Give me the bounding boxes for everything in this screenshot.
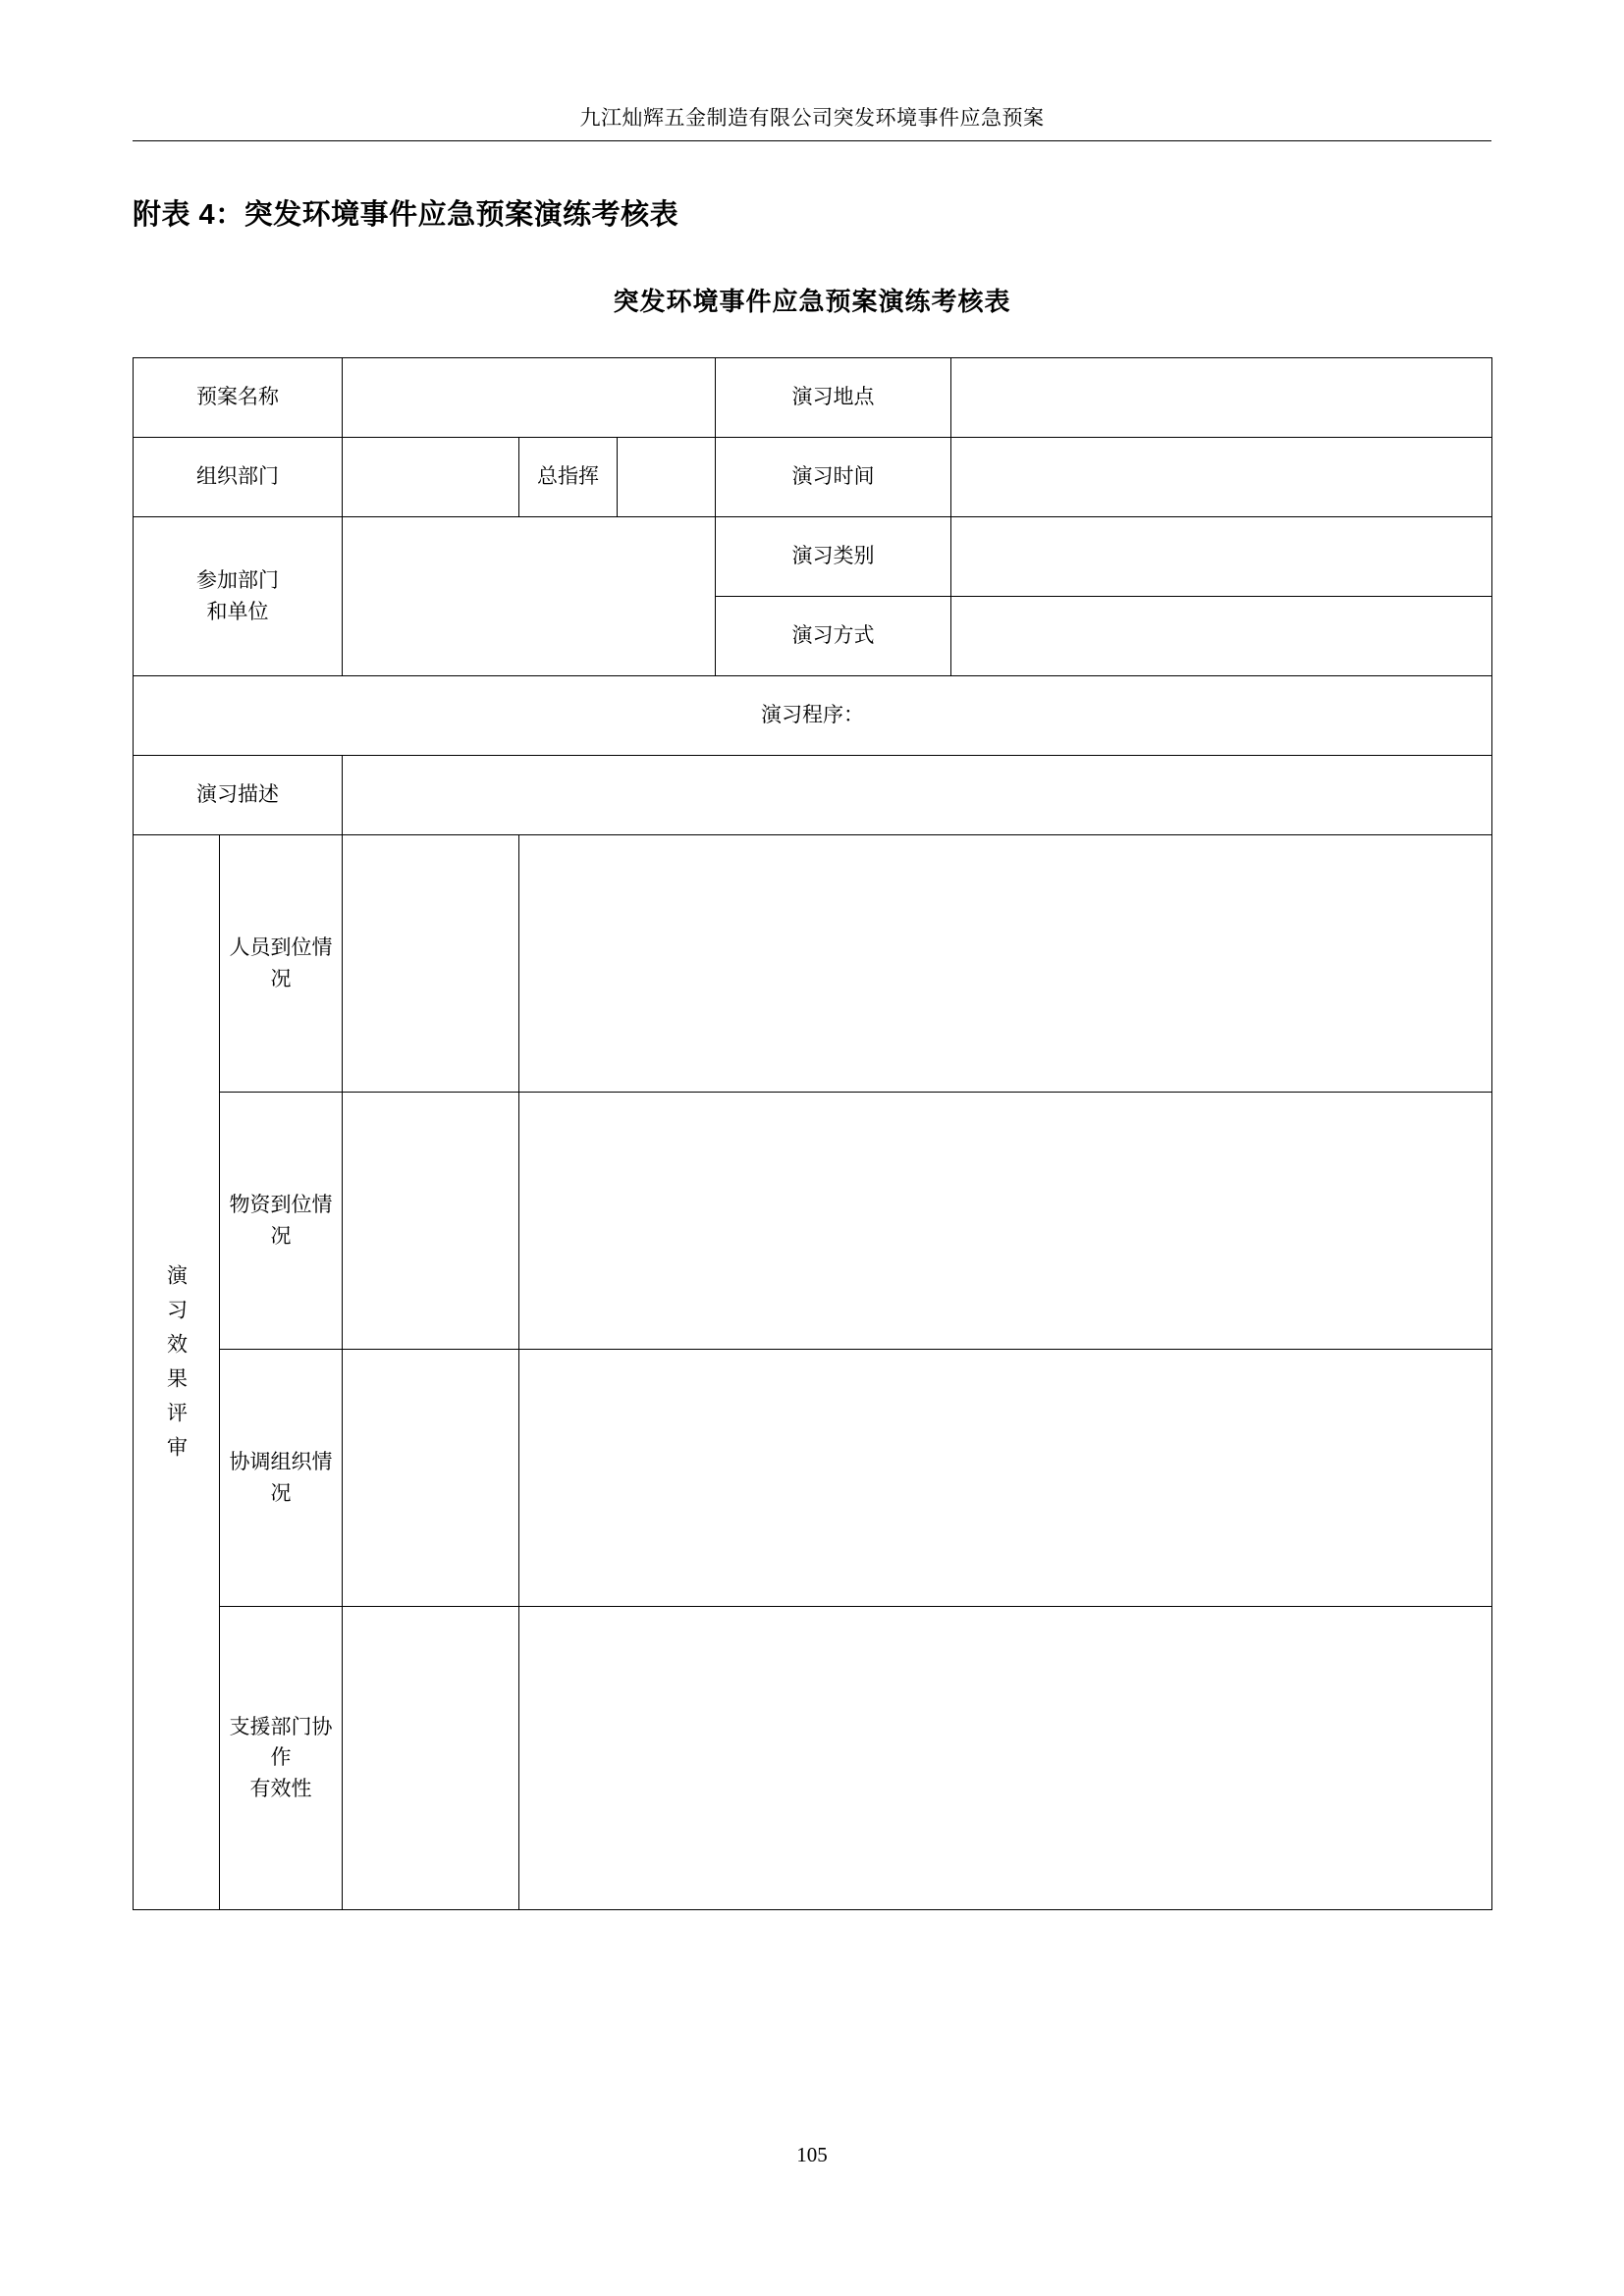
evaluation-label-text: 演习效果评审 <box>164 1264 189 1471</box>
evaluation-item-score[interactable] <box>343 1350 519 1607</box>
header-divider <box>133 140 1491 141</box>
drill-place-label: 演习地点 <box>716 358 951 438</box>
table-row <box>134 358 1492 438</box>
evaluation-item-name: 物资到位情况 <box>220 1093 343 1350</box>
drill-assessment-table <box>133 357 1492 1910</box>
table-row <box>134 1093 1492 1350</box>
description-value[interactable] <box>343 756 1492 835</box>
evaluation-item-name <box>220 1607 343 1910</box>
evaluation-item-remark[interactable] <box>519 835 1492 1093</box>
org-dept-label: 组织部门 <box>134 438 343 517</box>
plan-name-label: 预案名称 <box>134 358 343 438</box>
chief-commander-label: 总指挥 <box>519 438 618 517</box>
procedure-label: 演习程序： <box>134 676 1492 756</box>
table-row <box>134 756 1492 835</box>
table-row <box>134 835 1492 1093</box>
table-row <box>134 517 1492 597</box>
drill-mode-value[interactable] <box>951 597 1492 676</box>
evaluation-item-score[interactable] <box>343 1607 519 1910</box>
table-row <box>134 676 1492 756</box>
description-label: 演习描述 <box>134 756 343 835</box>
drill-mode-label: 演习方式 <box>716 597 951 676</box>
participants-value[interactable] <box>343 517 716 676</box>
evaluation-item-score[interactable] <box>343 835 519 1093</box>
drill-time-label: 演习时间 <box>716 438 951 517</box>
drill-assessment-table-wrap <box>133 357 1491 1910</box>
table-row <box>134 1607 1492 1910</box>
page-footer <box>0 2143 1624 2167</box>
evaluation-item-name: 人员到位情况 <box>220 835 343 1093</box>
drill-time-value[interactable] <box>951 438 1492 517</box>
chief-commander-value[interactable] <box>618 438 716 517</box>
running-title: 九江灿辉五金制造有限公司突发环境事件应急预案 <box>579 106 1045 130</box>
evaluation-item-name: 协调组织情况 <box>220 1350 343 1607</box>
plan-name-value[interactable] <box>343 358 716 438</box>
table-row <box>134 1350 1492 1607</box>
drill-type-label: 演习类别 <box>716 517 951 597</box>
section-heading: 附表 4：突发环境事件应急预案演练考核表 <box>133 199 679 232</box>
participants-label-line2: 和单位 <box>206 599 269 623</box>
page-header <box>0 0 1624 141</box>
participants-label-line1: 参加部门 <box>196 568 279 593</box>
evaluation-item-remark[interactable] <box>519 1607 1492 1910</box>
participants-label <box>134 517 343 676</box>
page-title: 突发环境事件应急预案演练考核表 <box>613 287 1011 317</box>
evaluation-item-name-line1: 支援部门协作 <box>229 1714 333 1770</box>
page-number: 105 <box>796 2143 828 2166</box>
table-row <box>134 438 1492 517</box>
evaluation-item-score[interactable] <box>343 1093 519 1350</box>
drill-place-value[interactable] <box>951 358 1492 438</box>
evaluation-label <box>134 835 220 1910</box>
evaluation-item-remark[interactable] <box>519 1350 1492 1607</box>
org-dept-value[interactable] <box>343 438 519 517</box>
drill-type-value[interactable] <box>951 517 1492 597</box>
evaluation-item-remark[interactable] <box>519 1093 1492 1350</box>
evaluation-item-name-line2: 有效性 <box>249 1776 312 1800</box>
